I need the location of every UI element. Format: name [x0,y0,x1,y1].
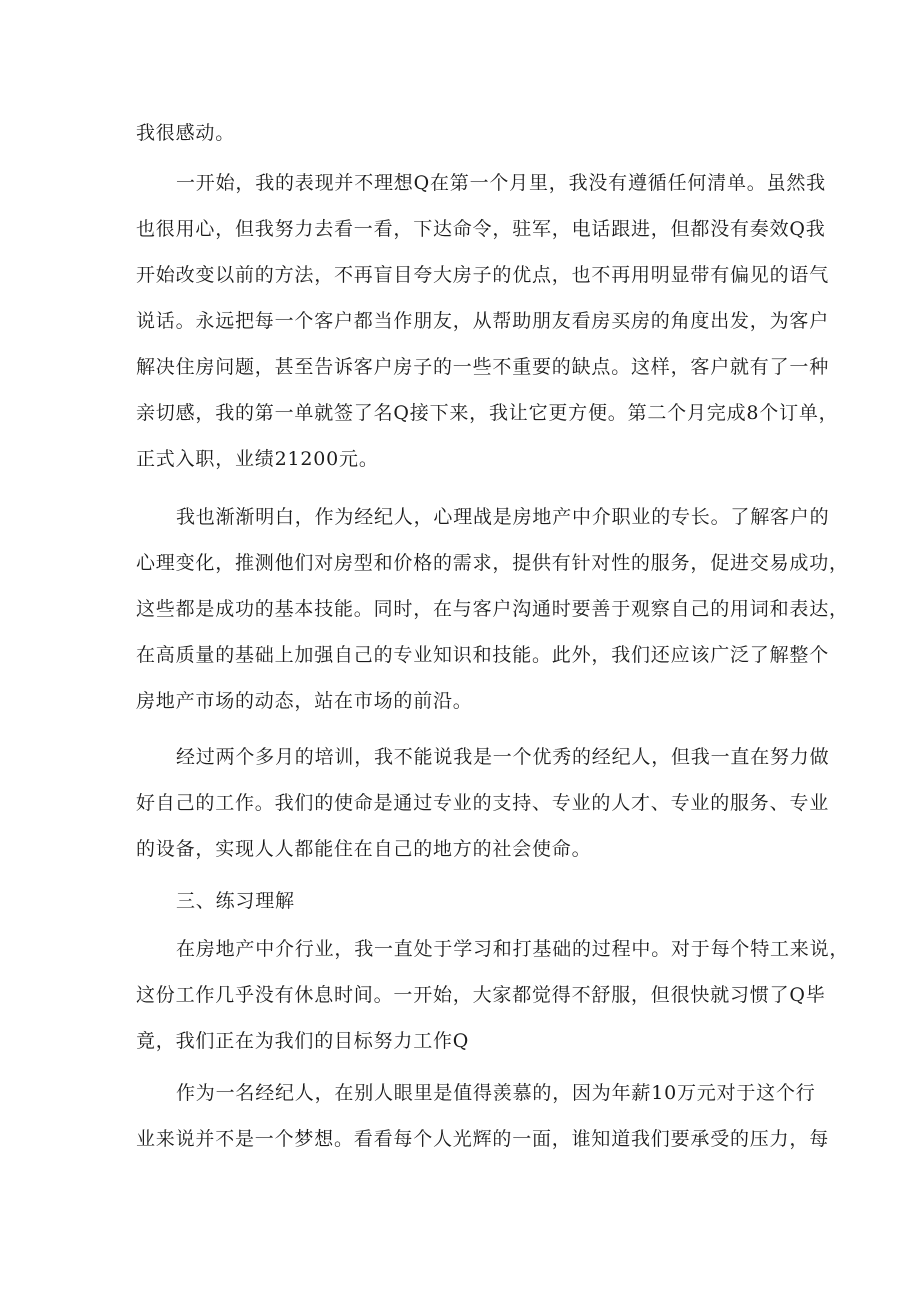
text-line: 开始改变以前的方法，不再盲目夸大房子的优点，也不再用明显带有偏见的语气 [136,264,830,286]
text-line: 我也渐渐明白，作为经纪人，心理战是房地产中介职业的专长。了解客户的 [176,506,830,528]
paragraph-4 [136,926,850,1064]
paragraph-1 [136,160,839,482]
text-line: 房地产市场的动态，站在市场的前沿。 [136,690,473,712]
paragraph-5 [136,1070,830,1162]
text-line: 心理变化，推测他们对房型和价格的需求，提供有针对性的服务，促进交易成功， [136,552,849,574]
text-line: 我很感动。 [136,122,236,144]
text-line: 作为一名经纪人，在别人眼里是值得羡慕的，因为年薪10万元对于这个行 [176,1082,816,1104]
text-line: 在房地产中介行业，我一直处于学习和打基础的过程中。对于每个特工来说， [176,938,850,960]
text-line: 好自己的工作。我们的使命是通过专业的支持、专业的人才、专业的服务、专业 [136,792,830,814]
paragraph-0 [136,110,796,156]
text-line: 正式入职，业绩21200元。 [136,448,379,470]
text-line: 这些都是成功的基本技能。同时，在与客户沟通时要善于观察自己的用词和表达， [136,598,849,620]
text-line: 这份工作几乎没有休息时间。一开始，大家都觉得不舒服，但很快就习惯了Q毕 [136,984,826,1006]
text-line: 竟，我们正在为我们的目标努力工作Q [136,1030,470,1052]
text-line: 解决住房问题，甚至告诉客户房子的一些不重要的缺点。这样，客户就有了一种 [136,356,830,378]
text-line: 业来说并不是一个梦想。看看每个人光辉的一面，谁知道我们要承受的压力，每 [136,1128,830,1150]
text-line: 一开始，我的表现并不理想Q在第一个月里，我没有遵循任何清单。虽然我 [176,172,826,194]
text-line: 的设备，实现人人都能住在自己的地方的社会使命。 [136,838,592,860]
section-heading [136,878,796,924]
text-line: 亲切感，我的第一单就签了名Q接下来，我让它更方便。第二个月完成8个订单， [136,402,839,424]
text-line: 经过两个多月的培训，我不能说我是一个优秀的经纪人，但我一直在努力做 [176,746,830,768]
section-heading-text: 三、练习理解 [176,890,295,912]
paragraph-3 [136,734,830,872]
text-line: 也很用心，但我努力去看一看，下达命令，驻军，电话跟进，但都没有奏效Q我 [136,218,826,240]
text-line: 在高质量的基础上加强自己的专业知识和技能。此外，我们还应该广泛了解整个 [136,644,830,666]
paragraph-2 [136,494,849,724]
text-line: 说话。永远把每一个客户都当作朋友，从帮助朋友看房买房的角度出发，为客户 [136,310,830,332]
